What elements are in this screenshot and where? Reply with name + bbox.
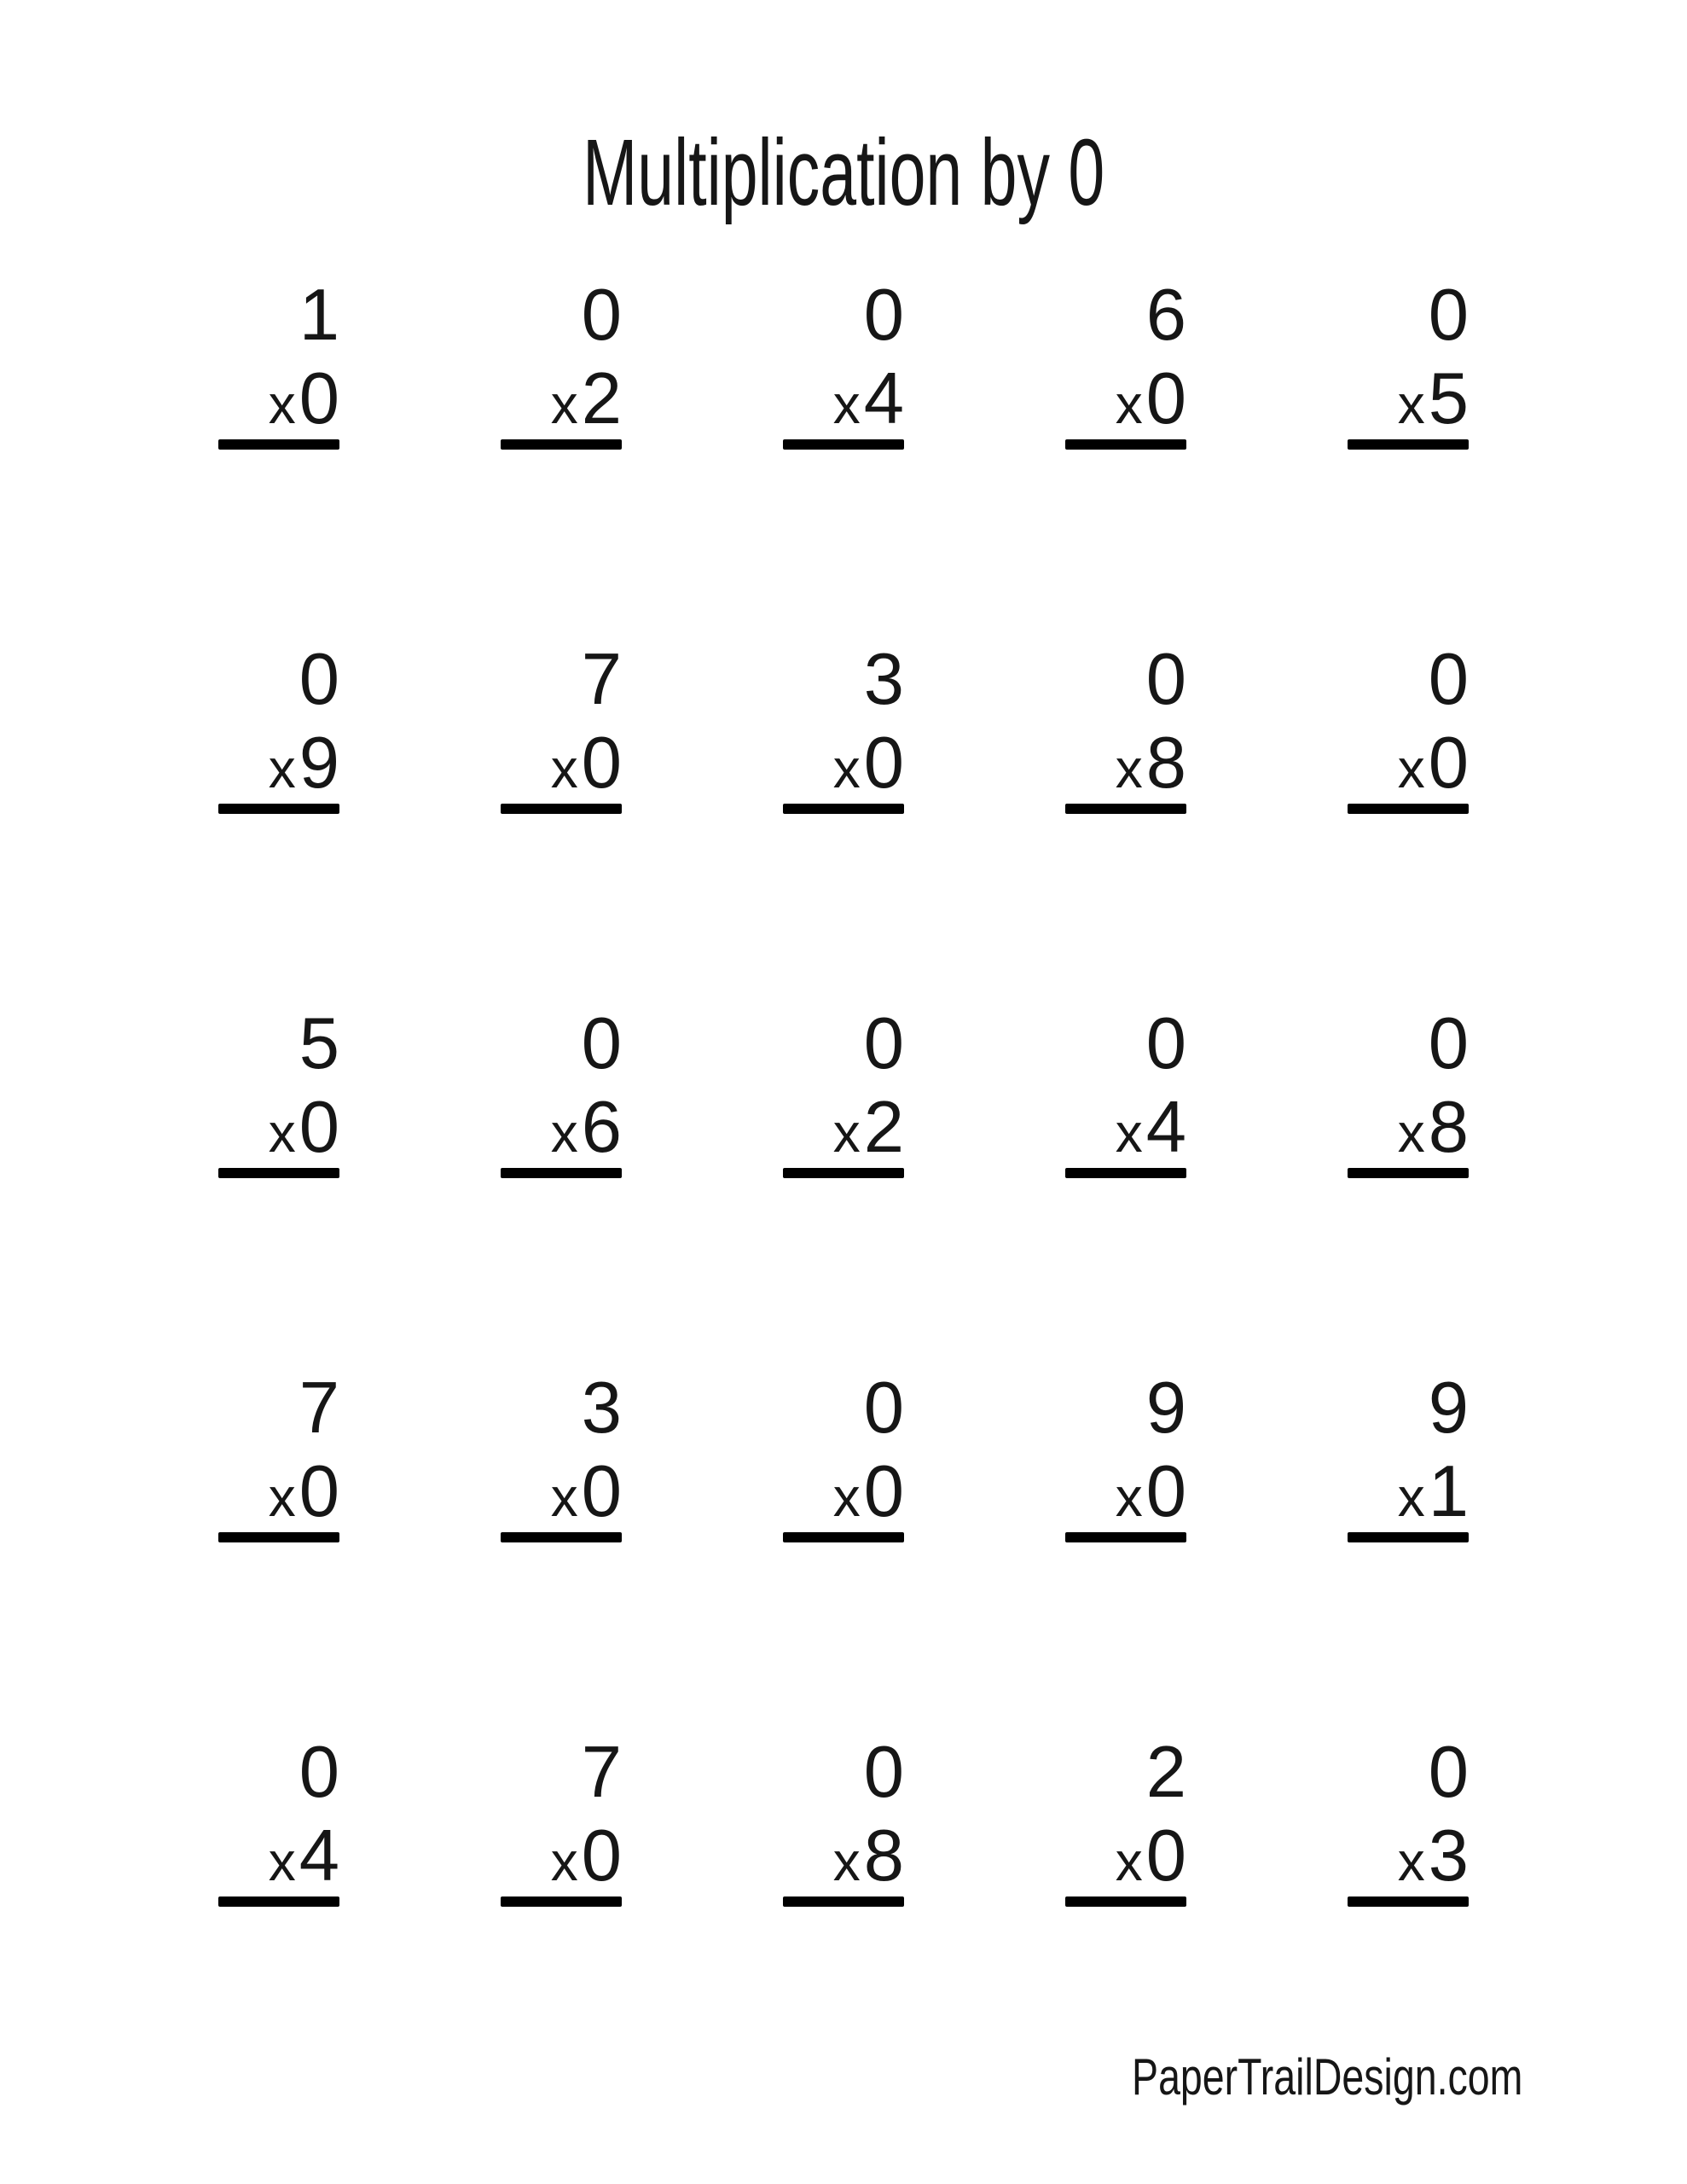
multiplier-row: [832, 1451, 904, 1532]
problem: [420, 275, 702, 652]
multiply-sign: x: [1397, 738, 1425, 799]
multiplicand: 3: [581, 1368, 622, 1449]
answer-line: [501, 1532, 622, 1542]
multiplier-row: [550, 723, 622, 804]
answer-line: [1065, 439, 1186, 450]
multiplier-row: [1115, 723, 1186, 804]
multiplier-row: [1115, 1087, 1186, 1168]
multiplier-row: [1397, 1087, 1469, 1168]
answer-line: [783, 439, 904, 450]
problem: [137, 1003, 420, 1380]
multiplicand: 0: [1428, 1732, 1469, 1813]
multiplier: 0: [1428, 723, 1469, 804]
problem: [702, 1732, 984, 2109]
answer-line: [783, 1532, 904, 1542]
multiplier: 0: [299, 358, 339, 439]
multiplier: 4: [863, 358, 904, 439]
multiply-sign: x: [1397, 1467, 1425, 1528]
multiplier-row: [550, 1815, 622, 1896]
multiplier-row: [832, 1815, 904, 1896]
multiply-sign: x: [550, 374, 578, 435]
multiplicand: 6: [1145, 275, 1186, 356]
answer-line: [1065, 1168, 1186, 1178]
problem: [1267, 275, 1549, 652]
problem: [984, 1003, 1267, 1380]
problem: [137, 639, 420, 1016]
multiply-sign: x: [832, 374, 861, 435]
worksheet-title-text: Multiplication by 0: [582, 120, 1105, 225]
multiplier-row: [268, 723, 339, 804]
multiply-sign: x: [268, 1467, 296, 1528]
problem: [702, 1368, 984, 1745]
multiplier: 0: [581, 1815, 622, 1896]
answer-line: [1348, 804, 1469, 814]
multiplicand: 2: [1145, 1732, 1186, 1813]
multiplicand: 0: [1428, 639, 1469, 720]
multiplier-row: [1397, 1451, 1469, 1532]
site-credit: [1018, 2048, 1522, 2106]
problem: [137, 1732, 420, 2109]
multiply-sign: x: [1115, 738, 1143, 799]
multiplicand: 0: [863, 1003, 904, 1084]
multiplicand: 0: [299, 639, 339, 720]
multiplier: 0: [863, 723, 904, 804]
answer-line: [501, 1896, 622, 1907]
multiply-sign: x: [832, 1467, 861, 1528]
multiply-sign: x: [268, 1102, 296, 1164]
multiply-sign: x: [1115, 1467, 1143, 1528]
problem: [984, 1368, 1267, 1745]
problem: [1267, 1368, 1549, 1745]
answer-line: [783, 1896, 904, 1907]
answer-line: [1065, 1896, 1186, 1907]
worksheet-title: [0, 120, 1687, 225]
multiply-sign: x: [1397, 374, 1425, 435]
problem: [1267, 639, 1549, 1016]
multiplier: 0: [581, 1451, 622, 1532]
problems-grid: [137, 275, 1549, 2109]
multiplier-row: [550, 1087, 622, 1168]
multiply-sign: x: [832, 1102, 861, 1164]
problem: [137, 1368, 420, 1745]
multiplier: 3: [1428, 1815, 1469, 1896]
multiplier: 6: [581, 1087, 622, 1168]
multiplier: 0: [863, 1451, 904, 1532]
multiplier: 8: [863, 1815, 904, 1896]
answer-line: [218, 804, 339, 814]
multiplier: 1: [1428, 1451, 1469, 1532]
multiplicand: 0: [1145, 1003, 1186, 1084]
problem: [137, 275, 420, 652]
multiply-sign: x: [1397, 1831, 1425, 1892]
problem: [420, 1732, 702, 2109]
multiplicand: 7: [299, 1368, 339, 1449]
multiplier: 0: [1145, 1815, 1186, 1896]
answer-line: [218, 1168, 339, 1178]
multiplier-row: [1397, 1815, 1469, 1896]
problem: [702, 275, 984, 652]
multiply-sign: x: [268, 374, 296, 435]
multiplier: 4: [1145, 1087, 1186, 1168]
multiplier-row: [1115, 1815, 1186, 1896]
multiply-sign: x: [1115, 374, 1143, 435]
multiply-sign: x: [268, 738, 296, 799]
multiplier: 0: [1145, 358, 1186, 439]
site-credit-text: PaperTrailDesign.com: [1131, 2048, 1522, 2106]
answer-line: [1348, 1168, 1469, 1178]
multiplier-row: [268, 358, 339, 439]
multiplicand: 3: [863, 639, 904, 720]
multiplier: 9: [299, 723, 339, 804]
multiplier: 2: [581, 358, 622, 439]
multiply-sign: x: [550, 1467, 578, 1528]
multiplicand: 0: [1428, 1003, 1469, 1084]
answer-line: [783, 804, 904, 814]
multiplier: 2: [863, 1087, 904, 1168]
multiplicand: 0: [581, 1003, 622, 1084]
multiplicand: 0: [1428, 275, 1469, 356]
answer-line: [1065, 804, 1186, 814]
multiplier-row: [832, 723, 904, 804]
multiplicand: 0: [581, 275, 622, 356]
answer-line: [1348, 439, 1469, 450]
multiplier-row: [268, 1815, 339, 1896]
answer-line: [218, 1896, 339, 1907]
multiplier-row: [1115, 1451, 1186, 1532]
multiplicand: 0: [863, 1732, 904, 1813]
multiply-sign: x: [550, 1831, 578, 1892]
multiplicand: 1: [299, 275, 339, 356]
answer-line: [501, 804, 622, 814]
multiplicand: 5: [299, 1003, 339, 1084]
answer-line: [1348, 1532, 1469, 1542]
multiplier-row: [268, 1451, 339, 1532]
multiplier-row: [268, 1087, 339, 1168]
multiplicand: 0: [1145, 639, 1186, 720]
problem: [1267, 1003, 1549, 1380]
multiplier-row: [1397, 358, 1469, 439]
multiply-sign: x: [550, 1102, 578, 1164]
multiplicand: 9: [1428, 1368, 1469, 1449]
multiply-sign: x: [550, 738, 578, 799]
problem: [984, 275, 1267, 652]
multiplicand: 7: [581, 1732, 622, 1813]
multiply-sign: x: [832, 1831, 861, 1892]
multiplier-row: [1115, 358, 1186, 439]
answer-line: [501, 439, 622, 450]
multiplier: 0: [1145, 1451, 1186, 1532]
multiplier: 8: [1145, 723, 1186, 804]
answer-line: [218, 1532, 339, 1542]
multiplier: 0: [299, 1451, 339, 1532]
problem: [420, 1368, 702, 1745]
answer-line: [783, 1168, 904, 1178]
answer-line: [218, 439, 339, 450]
multiply-sign: x: [1115, 1831, 1143, 1892]
answer-line: [1348, 1896, 1469, 1907]
multiply-sign: x: [1397, 1102, 1425, 1164]
multiplier-row: [550, 358, 622, 439]
multiplier-row: [832, 1087, 904, 1168]
multiply-sign: x: [832, 738, 861, 799]
multiplier: 8: [1428, 1087, 1469, 1168]
problem: [984, 639, 1267, 1016]
answer-line: [501, 1168, 622, 1178]
multiplier: 4: [299, 1815, 339, 1896]
multiplicand: 7: [581, 639, 622, 720]
problem: [702, 1003, 984, 1380]
multiplier: 0: [581, 723, 622, 804]
answer-line: [1065, 1532, 1186, 1542]
multiplier: 5: [1428, 358, 1469, 439]
multiplier-row: [550, 1451, 622, 1532]
problem: [420, 639, 702, 1016]
problem: [420, 1003, 702, 1380]
multiply-sign: x: [268, 1831, 296, 1892]
multiplier-row: [832, 358, 904, 439]
multiplicand: 0: [299, 1732, 339, 1813]
problem: [702, 639, 984, 1016]
multiplier-row: [1397, 723, 1469, 804]
multiplicand: 0: [863, 275, 904, 356]
multiplicand: 0: [863, 1368, 904, 1449]
multiplicand: 9: [1145, 1368, 1186, 1449]
multiply-sign: x: [1115, 1102, 1143, 1164]
multiplier: 0: [299, 1087, 339, 1168]
